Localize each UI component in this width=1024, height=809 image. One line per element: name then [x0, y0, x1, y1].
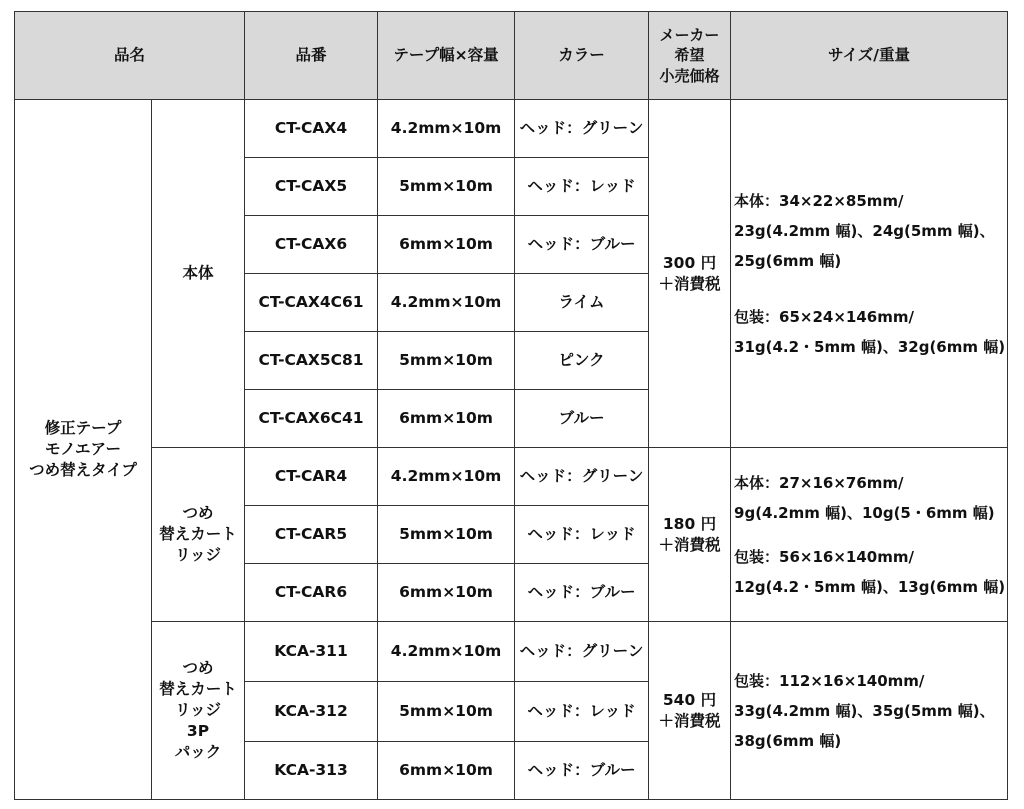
price-cell: [649, 100, 731, 448]
table-row: [15, 448, 1008, 506]
size-weight-cell: [731, 100, 1008, 448]
tape-spec: 6mm×10m: [378, 216, 515, 274]
part-number: KCA-311: [245, 622, 378, 682]
size-line: 包装：65×24×146mm/: [734, 307, 914, 326]
size-line: 25g(6mm 幅): [734, 251, 842, 270]
group-label-3p-pack: [152, 622, 245, 800]
tape-spec: 5mm×10m: [378, 682, 515, 742]
tape-spec: 6mm×10m: [378, 564, 515, 622]
part-number: CT-CAR6: [245, 564, 378, 622]
group-label-line: リッジ: [175, 701, 221, 720]
price-tax: ＋消費税: [658, 274, 721, 293]
tape-spec: 6mm×10m: [378, 390, 515, 448]
header-name: 品名: [15, 12, 245, 100]
color-value: ヘッド：グリーン: [515, 100, 649, 158]
color-value: ピンク: [515, 332, 649, 390]
header-size: サイズ/重量: [731, 12, 1008, 100]
price-cell: [649, 448, 731, 622]
color-value: ヘッド：ブルー: [515, 742, 649, 800]
header-price-line: 希望: [674, 46, 705, 65]
size-line: 23g(4.2mm 幅)、24g(5mm 幅)、: [734, 221, 995, 240]
group-label-line: 3P: [186, 721, 210, 740]
size-weight-cell: [731, 448, 1008, 622]
group-label-line: 本体: [182, 264, 214, 283]
color-value: ライム: [515, 274, 649, 332]
size-line: 包装：56×16×140mm/: [734, 547, 914, 566]
part-number: CT-CAX4C61: [245, 274, 378, 332]
product-spec-table: [14, 11, 1008, 800]
price-tax: ＋消費税: [658, 711, 721, 730]
part-number: CT-CAX6C41: [245, 390, 378, 448]
color-value: ヘッド：レッド: [515, 158, 649, 216]
table-row: [15, 622, 1008, 682]
color-value: ヘッド：グリーン: [515, 622, 649, 682]
tape-spec: 4.2mm×10m: [378, 448, 515, 506]
price-tax: ＋消費税: [658, 535, 721, 554]
size-line: 31g(4.2・5mm 幅)、32g(6mm 幅): [734, 337, 1006, 356]
table-row: [15, 100, 1008, 158]
tape-spec: 5mm×10m: [378, 332, 515, 390]
color-value: ヘッド：ブルー: [515, 216, 649, 274]
tape-spec: 5mm×10m: [378, 506, 515, 564]
tape-spec: 4.2mm×10m: [378, 274, 515, 332]
price-amount: 180 円: [662, 514, 717, 533]
tape-spec: 4.2mm×10m: [378, 622, 515, 682]
header-price-line: メーカー: [659, 26, 720, 45]
price-amount: 540 円: [662, 690, 717, 709]
group-label-line: 替えカート: [159, 525, 237, 544]
size-line: 38g(6mm 幅): [734, 731, 842, 750]
part-number: CT-CAR4: [245, 448, 378, 506]
header-price: [649, 12, 731, 100]
color-value: ブルー: [515, 390, 649, 448]
group-label-line: つめ: [182, 504, 214, 523]
tape-spec: 5mm×10m: [378, 158, 515, 216]
part-number: CT-CAX4: [245, 100, 378, 158]
group-label-main: [152, 100, 245, 448]
group-label-line: パック: [174, 742, 222, 761]
size-weight-cell: [731, 622, 1008, 800]
header-tape: テープ幅×容量: [378, 12, 515, 100]
header-price-line: 小売価格: [659, 66, 720, 85]
group-label-refill: [152, 448, 245, 622]
size-line: 包装：112×16×140mm/: [734, 671, 925, 690]
product-name-cell: [15, 100, 152, 800]
color-value: ヘッド：ブルー: [515, 564, 649, 622]
header-part-no: 品番: [245, 12, 378, 100]
color-value: ヘッド：グリーン: [515, 448, 649, 506]
size-line: 33g(4.2mm 幅)、35g(5mm 幅)、: [734, 701, 995, 720]
part-number: CT-CAX6: [245, 216, 378, 274]
product-name-line: 修正テープ: [44, 419, 122, 438]
color-value: ヘッド：レッド: [515, 506, 649, 564]
tape-spec: 6mm×10m: [378, 742, 515, 800]
price-cell: [649, 622, 731, 800]
part-number: CT-CAX5C81: [245, 332, 378, 390]
product-name-line: つめ替えタイプ: [29, 460, 137, 479]
group-label-line: リッジ: [175, 545, 221, 564]
product-name-line: モノエアー: [44, 440, 122, 459]
header-row: [15, 12, 1008, 100]
size-line: 9g(4.2mm 幅)、10g(5・6mm 幅): [734, 503, 995, 522]
part-number: CT-CAX5: [245, 158, 378, 216]
group-label-line: 替えカート: [159, 680, 237, 699]
tape-spec: 4.2mm×10m: [378, 100, 515, 158]
price-amount: 300 円: [662, 253, 717, 272]
part-number: KCA-312: [245, 682, 378, 742]
size-line: 12g(4.2・5mm 幅)、13g(6mm 幅): [734, 577, 1006, 596]
part-number: KCA-313: [245, 742, 378, 800]
part-number: CT-CAR5: [245, 506, 378, 564]
header-color: カラー: [515, 12, 649, 100]
size-line: 本体：34×22×85mm/: [734, 191, 904, 210]
color-value: ヘッド：レッド: [515, 682, 649, 742]
group-label-line: つめ: [182, 659, 214, 678]
size-line: 本体：27×16×76mm/: [734, 473, 904, 492]
